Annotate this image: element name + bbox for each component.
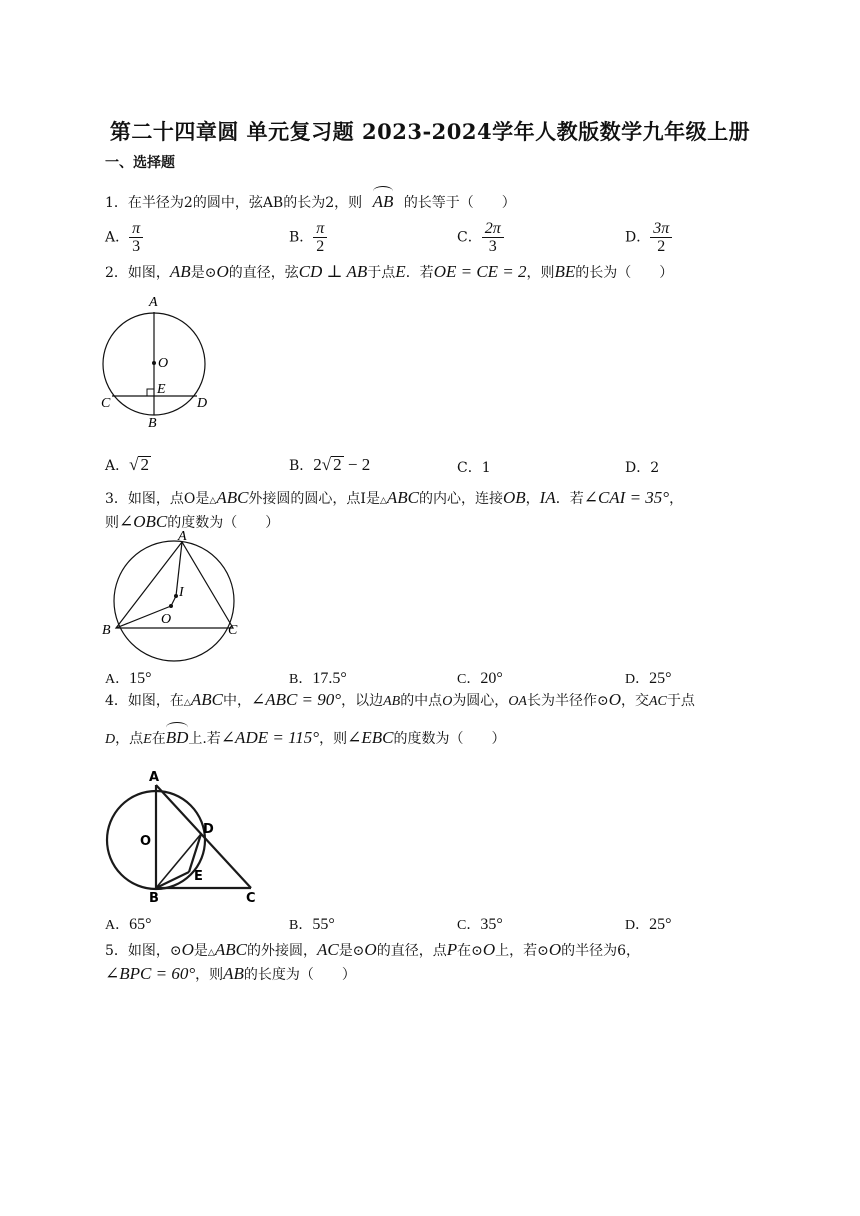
option-value: 25° <box>649 670 672 687</box>
q4-label-o: O <box>140 834 152 849</box>
question-4-line-1 <box>105 690 695 713</box>
q1-option-d[interactable] <box>625 220 672 255</box>
q5-text: 是⊙ <box>338 943 365 959</box>
q4-label-b: B <box>149 891 159 906</box>
q4-text: 于点 <box>666 693 695 709</box>
q5-o: O <box>482 940 496 959</box>
q4-option-a[interactable] <box>105 914 152 934</box>
q4-arc-bd: BD <box>166 722 189 748</box>
q5-p: P <box>446 940 458 959</box>
option-value: 2 <box>650 460 660 476</box>
q5-o: O <box>181 940 194 959</box>
q2-perp: CD ⊥ AB <box>298 262 368 281</box>
q4-option-d[interactable] <box>625 914 672 934</box>
option-value: 2 <box>313 455 322 474</box>
q4-text: 在 <box>151 731 166 747</box>
q2-label-e: E <box>157 382 166 397</box>
q4-segment-de <box>189 834 201 872</box>
option-label: D． <box>625 460 651 476</box>
triangle-symbol: △ <box>209 496 217 506</box>
question-5-line-1 <box>105 940 640 963</box>
q5-text: 的外接圆， <box>246 943 317 959</box>
q4-label-c: C <box>246 891 256 906</box>
q4-text: 长为半径作⊙ <box>526 693 609 709</box>
option-fraction: $\frac{\pi}{3}$ <box>129 220 143 255</box>
q4-text: 4．如图，在 <box>105 693 184 709</box>
q2-label-c: C <box>101 396 111 411</box>
q5-o: O <box>548 940 562 959</box>
q1-option-a[interactable] <box>105 220 143 255</box>
q5-text: 上，若⊙ <box>495 943 549 959</box>
option-label: B． <box>289 918 313 933</box>
q4-d: D <box>105 732 116 747</box>
q1-option-c[interactable] <box>457 220 504 255</box>
q4-figure <box>103 768 263 906</box>
q2-figure <box>98 290 218 430</box>
q3-label-b: B <box>102 623 111 638</box>
section-heading: 一、选择题 <box>105 155 175 171</box>
q3-option-c[interactable] <box>457 668 503 688</box>
option-label: B． <box>289 229 314 246</box>
option-label: A． <box>105 918 130 933</box>
q4-o: O <box>442 694 453 709</box>
q4-text: 的度数为（ ） <box>393 731 506 747</box>
q3-label-i: I <box>179 585 184 600</box>
q2-label-a: A <box>149 295 158 310</box>
option-label: D． <box>625 672 650 687</box>
q3-point-o <box>169 604 173 608</box>
q3-text: 的内心，连接 <box>418 491 503 507</box>
option-label: C． <box>457 918 481 933</box>
q2-e: E <box>395 262 406 281</box>
q2-center-dot <box>152 361 156 365</box>
question-3-line-1 <box>105 488 683 511</box>
q2-be: BE <box>554 262 576 281</box>
option-value: 17.5° <box>312 670 347 687</box>
q3-label-a: A <box>178 530 187 544</box>
q3-text: 的度数为（ ） <box>167 515 280 531</box>
option-label: A． <box>105 458 130 474</box>
q4-option-c[interactable] <box>457 914 503 934</box>
option-fraction: $\frac{2\pi}{3}$ <box>482 220 504 255</box>
option-value: 2 <box>333 455 342 474</box>
q4-o: O <box>608 690 621 709</box>
q4-oa: OA <box>508 694 527 709</box>
option-value: 25° <box>649 916 672 933</box>
q3-label-o: O <box>161 612 172 627</box>
q4-label-e: E <box>194 869 203 884</box>
q4-angle-ade: ∠ADE = 115° <box>220 728 320 747</box>
q4-ac: AC <box>649 694 667 709</box>
q4-text: ，则 <box>319 731 348 747</box>
q2-text: 于点 <box>367 265 396 281</box>
option-label: D． <box>625 918 650 933</box>
q2-text: 的长为（ ） <box>575 265 674 281</box>
option-label: C． <box>457 229 482 246</box>
q5-text: 在⊙ <box>457 943 483 959</box>
q5-abc: ABC <box>214 940 247 959</box>
question-2 <box>105 262 673 283</box>
q3-text: 则 <box>105 515 119 531</box>
q4-text: 的中点 <box>400 693 443 709</box>
triangle-symbol: △ <box>379 496 387 506</box>
q3-point-i <box>174 594 178 598</box>
option-label: A． <box>105 229 130 246</box>
q2-right-angle-mark <box>147 389 154 396</box>
q4-text: ，点 <box>115 731 144 747</box>
q5-text: ，则 <box>195 967 224 983</box>
q4-abc: ABC <box>190 690 223 709</box>
option-value: 20° <box>480 670 503 687</box>
q3-text: ．若 <box>555 491 584 507</box>
q5-ac: AC <box>316 940 339 959</box>
q3-option-a[interactable] <box>105 668 152 688</box>
q2-label-d: D <box>197 396 208 411</box>
q2-o: O <box>216 262 229 281</box>
option-label: A． <box>105 672 130 687</box>
q3-triangle-abc <box>116 542 233 628</box>
q5-text: 的半径为6， <box>561 943 641 959</box>
q2-text: ．若 <box>405 265 434 281</box>
q1-arc-ab: AB <box>373 186 394 212</box>
q4-option-b[interactable] <box>289 914 335 934</box>
q1-lead: 1．在半径为2的圆中，弦AB的长为2，则 <box>105 195 363 211</box>
q5-text: 5．如图，⊙ <box>105 943 182 959</box>
q3-ob: OB <box>502 488 526 507</box>
q5-ab: AB <box>223 964 244 983</box>
q4-text: 为圆心， <box>452 693 509 709</box>
q4-label-d: D <box>203 822 214 837</box>
q2-equation: OE = CE = 2 <box>433 262 527 281</box>
q4-label-a: A <box>149 770 160 785</box>
q3-option-b[interactable] <box>289 668 347 688</box>
q2-option-c[interactable] <box>457 457 491 477</box>
q3-angle-cai: ∠CAI = 35° <box>583 488 670 507</box>
triangle-symbol: △ <box>183 698 191 708</box>
q4-text: ，以边 <box>341 693 384 709</box>
option-value: 15° <box>129 670 152 687</box>
q3-ia: IA <box>539 488 556 507</box>
q5-text: 的直径，点 <box>376 943 447 959</box>
q5-text: 的长度为（ ） <box>243 967 356 983</box>
q4-angle-ebc: ∠EBC <box>347 728 394 747</box>
option-value: 65° <box>129 916 152 933</box>
question-1 <box>105 186 516 213</box>
q4-text: 中， <box>222 693 251 709</box>
option-fraction: $\frac{\pi}{2}$ <box>313 220 327 255</box>
q2-text: 2．如图， <box>105 265 170 281</box>
q2-ab: AB <box>169 262 191 281</box>
q3-abc: ABC <box>386 488 419 507</box>
q5-text: 是 <box>193 943 208 959</box>
option-value: − 2 <box>343 455 371 474</box>
q3-angle-obc: ∠OBC <box>119 512 168 531</box>
q5-angle-bpc: ∠BPC = 60° <box>105 964 196 983</box>
option-label: D． <box>625 229 651 246</box>
q3-figure <box>98 530 248 662</box>
option-label: B． <box>289 458 314 474</box>
q3-abc: ABC <box>216 488 249 507</box>
q5-o: O <box>364 940 377 959</box>
q2-text: ，则 <box>526 265 555 281</box>
question-5-line-2 <box>105 964 356 985</box>
q2-text: 的直径，弦 <box>228 265 299 281</box>
q3-text: ， <box>669 491 684 507</box>
option-value: 2 <box>140 455 149 474</box>
option-label: C． <box>457 672 481 687</box>
option-fraction: $\frac{3\pi}{2}$ <box>650 220 672 255</box>
page-title: 第二十四章圆 单元复习题 2023-2024学年人教版数学九年级上册 <box>109 119 751 144</box>
q2-option-b[interactable]: B．2√ 2 − 2 <box>289 455 371 474</box>
q2-option-d[interactable] <box>625 457 659 477</box>
q2-text: 是⊙ <box>190 265 217 281</box>
option-label: C． <box>457 460 482 476</box>
triangle-symbol: △ <box>207 948 215 958</box>
q3-text: 外接圆的圆心，点I是 <box>248 491 380 507</box>
q4-text: ，交 <box>621 693 649 709</box>
option-value: 55° <box>312 916 335 933</box>
q2-label-b: B <box>148 416 157 430</box>
q1-tail: 的长等于（ ） <box>403 195 516 211</box>
q4-e: E <box>143 732 152 747</box>
q3-text: ， <box>525 491 540 507</box>
q4-ab: AB <box>383 694 401 709</box>
q3-text: 3．如图，点O是 <box>105 491 210 507</box>
question-4-line-2 <box>105 722 505 750</box>
q1-option-b[interactable] <box>289 220 327 255</box>
q3-option-d[interactable] <box>625 668 672 688</box>
q4-angle-abc: ∠ABC = 90° <box>250 690 342 709</box>
option-label: B． <box>289 672 313 687</box>
q2-label-o: O <box>158 356 169 371</box>
q4-text: 上.若 <box>188 731 221 747</box>
q3-label-c: C <box>228 623 238 638</box>
option-value: 1 <box>481 460 491 476</box>
q2-option-a[interactable]: A．√ 2 <box>105 455 149 474</box>
option-value: 35° <box>480 916 503 933</box>
